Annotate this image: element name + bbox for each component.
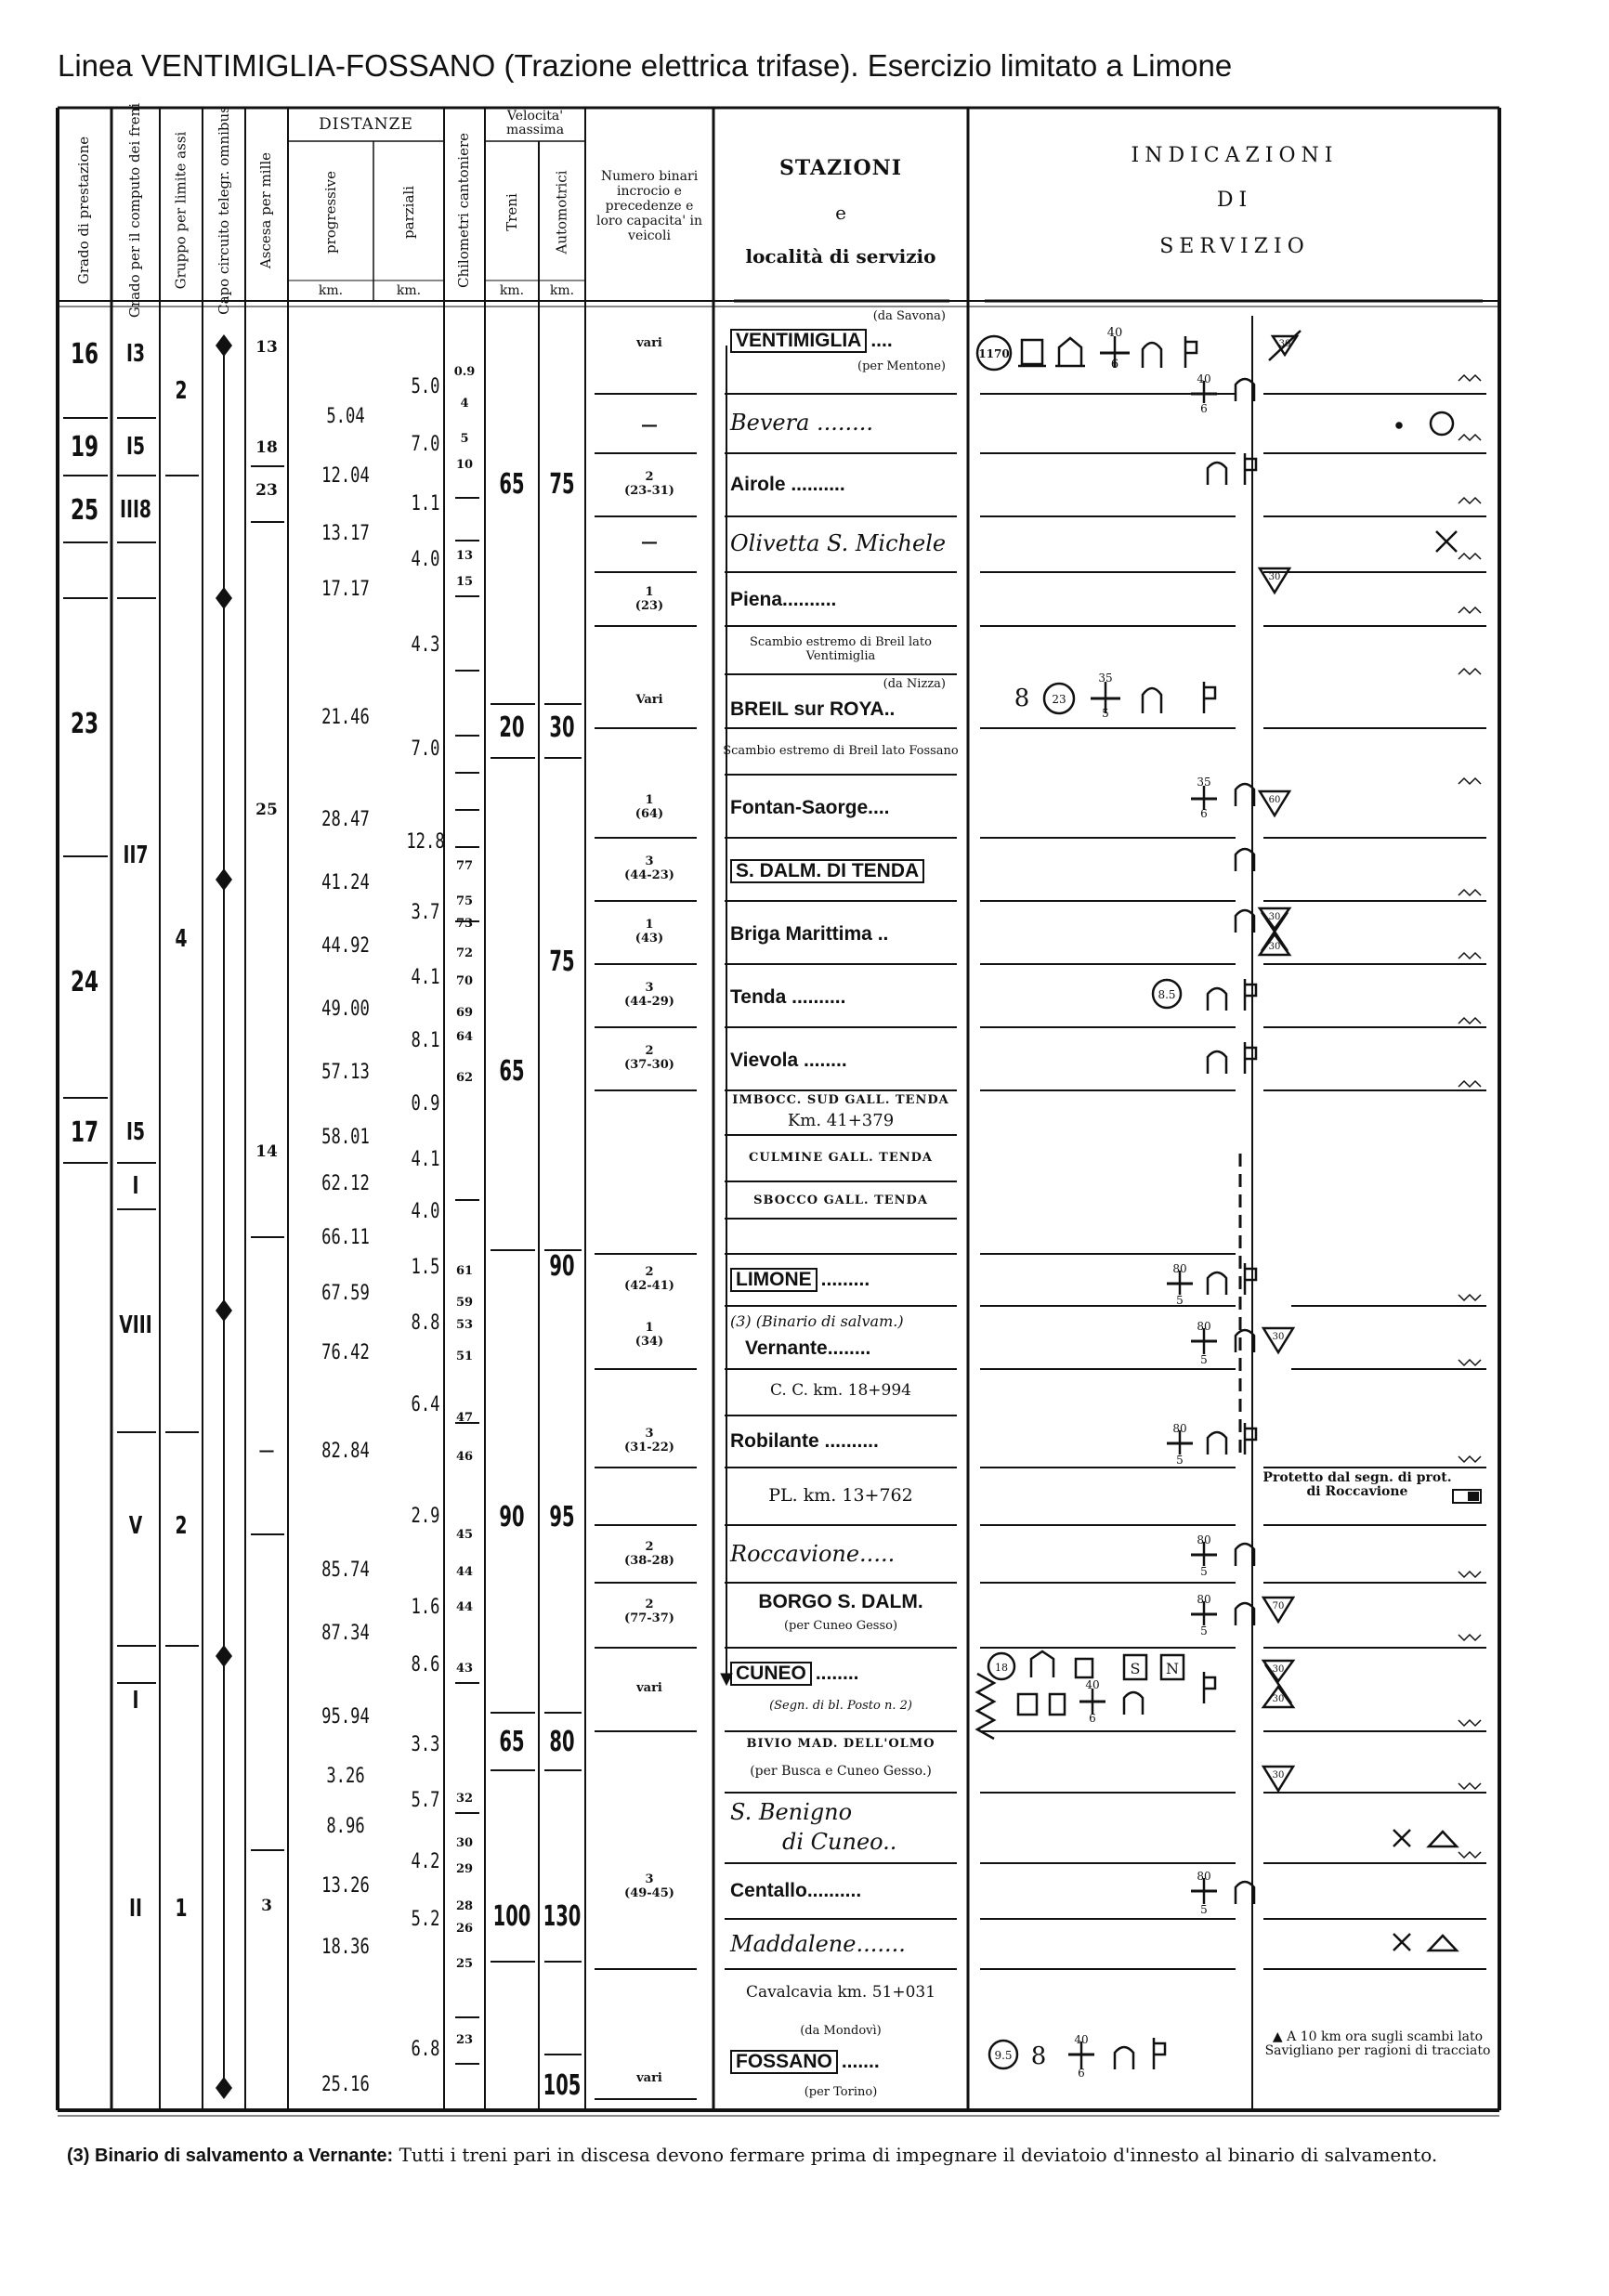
header-servizio: SERVIZIO <box>1159 235 1310 259</box>
speed-automotrici: 130 <box>543 1900 582 1934</box>
station-airole: Airole .......... <box>730 473 845 495</box>
computo-cell: II7 <box>123 841 149 870</box>
switch-icon: 8 <box>1014 685 1030 712</box>
station-note: (da Savona) <box>872 309 946 324</box>
binari-cell: — <box>641 414 658 435</box>
binari-cell: vari <box>636 335 662 350</box>
station-s-dalmazzo-tenda <box>717 849 977 894</box>
grade-cell: 19 <box>70 431 99 464</box>
speed-sign-top: 80 <box>1172 1422 1187 1435</box>
header-km-progressive: km. <box>318 282 344 298</box>
binari-cell: vari <box>636 1680 662 1695</box>
gruppo-cell: 4 <box>175 925 188 954</box>
station-fontan-saorge: Fontan-Saorge.... <box>730 796 890 818</box>
binari-cell: 1 (64) <box>634 793 664 821</box>
speed-sign-bottom: 5 <box>1200 1624 1208 1637</box>
km-progressive: 82.84 <box>321 1440 370 1464</box>
speed-treni: 90 <box>499 1501 525 1534</box>
footnote-text: Tutti i treni pari in discesa devono fermare prima di impegnare il deviatoio d'innesto al binario di salvamento. <box>399 2144 1438 2166</box>
speed-sign-bottom: 5 <box>1200 1903 1208 1916</box>
km-parziali: 4.2 <box>411 1850 440 1874</box>
legend-nota-a: ▲ A 10 km ora sugli scambi lato Savigliano per ragioni di tracciato <box>1264 2029 1491 2059</box>
speed-automotrici: 105 <box>543 2069 582 2103</box>
circle-sign-label: 18 <box>995 1662 1008 1674</box>
triangle-label: 30 <box>1268 572 1281 582</box>
km-progressive: 5.04 <box>326 405 365 429</box>
speed-sign-bottom: 5 <box>1176 1454 1184 1467</box>
km-cantoniere: 75 <box>455 894 474 909</box>
km-progressive: 21.46 <box>321 706 370 730</box>
km-cantoniere: 0.9 <box>453 365 476 380</box>
binari-cell: 3 (49-45) <box>624 1872 674 1900</box>
speed-treni: 65 <box>499 1726 525 1759</box>
triangle-label: 70 <box>1272 1601 1285 1611</box>
km-cantoniere: 44 <box>455 1565 474 1580</box>
grade-cell: 24 <box>70 966 99 999</box>
km-cantoniere: 28 <box>455 1899 474 1914</box>
page-title: Linea VENTIMIGLIA-FOSSANO (Trazione elettrica trifase). Esercizio limitato a Limone <box>58 48 1233 83</box>
speed-sign-bottom: 6 <box>1200 402 1208 415</box>
station-name: VENTIMIGLIA <box>730 329 867 353</box>
km-progressive: 49.00 <box>321 998 370 1022</box>
station-vernante: Vernante........ <box>745 1337 871 1359</box>
binari-cell: 1 (34) <box>634 1321 664 1349</box>
km-cantoniere: 53 <box>455 1318 474 1333</box>
header-ascesa: Ascesa per mille <box>257 151 275 268</box>
binari-cell: vari <box>636 2070 662 2085</box>
station-name: LIMONE <box>730 1268 818 1292</box>
computo-cell: I <box>132 1172 139 1201</box>
km-cantoniere: 29 <box>455 1862 474 1877</box>
station-bevera: Bevera ........ <box>730 410 874 437</box>
km-parziali: 12.8 <box>406 830 445 854</box>
binari-cell: 3 (44-29) <box>624 981 674 1009</box>
ascesa-cell: 14 <box>255 1142 278 1162</box>
speed-treni: 65 <box>499 468 525 502</box>
legend-protetto: Protetto dal segn. di prot. di Roccavione <box>1262 1470 1452 1500</box>
km-cantoniere: 64 <box>455 1030 474 1045</box>
grade-cell: 16 <box>70 338 99 372</box>
km-progressive: 85.74 <box>321 1559 370 1583</box>
station-s-benigno: S. Benigno <box>730 1799 853 1826</box>
header-indicazioni: INDICAZIONI <box>1131 144 1339 168</box>
km-parziali: 4.0 <box>411 548 440 572</box>
station-briga-marittima: Briga Marittima .. <box>730 922 889 945</box>
km-parziali: 1.6 <box>411 1596 440 1620</box>
box-sign-label: N <box>1166 1660 1179 1677</box>
speed-treni: 20 <box>499 711 525 745</box>
station-bivio: BIVIO MAD. DELL'OLMO <box>746 1737 935 1752</box>
grade-cell: 23 <box>70 708 99 741</box>
header-km-parziali: km. <box>396 282 422 298</box>
speed-sign-bottom: 5 <box>1200 1565 1208 1578</box>
km-cantoniere: 73 <box>455 917 474 932</box>
station-tenda: Tenda .......... <box>730 985 846 1008</box>
ascesa-cell: 3 <box>261 1897 272 1916</box>
station-vievola: Vievola ........ <box>730 1049 847 1071</box>
km-progressive: 62.12 <box>321 1172 370 1196</box>
km-progressive: 13.17 <box>321 522 370 546</box>
km-progressive: 58.01 <box>321 1126 370 1150</box>
grade-cell: 17 <box>70 1116 99 1150</box>
km-parziali: 6.4 <box>411 1393 440 1417</box>
header-grado-prestazione: Grado di prestazione <box>75 136 93 284</box>
station-note: (per Cuneo Gesso) <box>783 1619 898 1634</box>
circle-sign-label: 1170 <box>978 347 1010 360</box>
header-capo-circuito: Capo circuito telegr. omnibus <box>215 105 232 315</box>
km-parziali: 8.8 <box>411 1311 440 1336</box>
km-parziali: 5.2 <box>411 1908 440 1932</box>
circle-sign-label: 9.5 <box>994 2049 1013 2062</box>
station-note: (per Mentone) <box>857 359 946 374</box>
header-progressive: progressive <box>321 170 339 254</box>
binari-cell: Vari <box>635 692 663 707</box>
km-cantoniere: 30 <box>455 1836 474 1851</box>
station-ventimiglia: VENTIMIGLIA .... <box>717 325 977 357</box>
station-imbocco-km: Km. 41+379 <box>787 1110 895 1130</box>
station-fossano: FOSSANO ....... <box>717 2043 977 2081</box>
station-segnale-posto: (Segn. di bl. Posto n. 2) <box>769 1699 912 1714</box>
gruppo-cell: 1 <box>175 1895 188 1924</box>
binari-cell: 2 (77-37) <box>624 1598 674 1625</box>
header-parziali: parziali <box>399 185 417 239</box>
speed-sign-top: 35 <box>1098 672 1113 685</box>
triangle-label: 30 <box>1272 1664 1285 1675</box>
speed-sign-top: 40 <box>1197 372 1211 385</box>
box-sign-label: S <box>1130 1660 1141 1677</box>
speed-sign-top: 35 <box>1197 776 1211 789</box>
km-cantoniere: 46 <box>455 1450 474 1465</box>
circle-sign-label: 8.5 <box>1158 988 1176 1001</box>
speed-automotrici: 75 <box>549 946 575 979</box>
km-progressive: 57.13 <box>321 1061 370 1085</box>
km-cantoniere: 77 <box>455 859 474 874</box>
header-chilometri: Chilometri cantoniere <box>455 132 473 288</box>
km-cantoniere: 62 <box>455 1071 474 1086</box>
km-progressive: 13.26 <box>321 1874 370 1898</box>
computo-cell: VIII <box>119 1311 152 1340</box>
binari-cell: 2 (37-30) <box>624 1044 674 1072</box>
station-limone: LIMONE ......... <box>717 1259 977 1300</box>
header-di: DI <box>1216 189 1253 213</box>
km-parziali: 8.1 <box>411 1029 440 1053</box>
computo-cell: I5 <box>125 1118 145 1147</box>
ascesa-cell: 23 <box>255 481 278 501</box>
km-cantoniere: 47 <box>455 1411 474 1426</box>
header-localita: località di servizio <box>745 244 936 267</box>
speed-automotrici: 80 <box>549 1726 575 1759</box>
triangle-label: 30 <box>1272 1694 1285 1704</box>
km-cantoniere: 44 <box>455 1600 474 1615</box>
km-parziali: 0.9 <box>411 1092 440 1116</box>
station-cuneo: CUNEO ........ <box>717 1657 977 1690</box>
station-name: FOSSANO <box>730 2050 838 2074</box>
gruppo-cell: 2 <box>175 377 188 406</box>
km-parziali: 5.7 <box>411 1789 440 1813</box>
speed-automotrici: 95 <box>549 1501 575 1534</box>
speed-sign-top: 80 <box>1197 1593 1211 1606</box>
gruppo-cell: 2 <box>175 1512 188 1541</box>
station-olivetta: Olivetta S. Michele <box>730 530 947 557</box>
km-parziali: 7.0 <box>411 433 440 457</box>
km-parziali: 8.6 <box>411 1653 440 1677</box>
circle-sign-label: 23 <box>1052 693 1066 706</box>
km-progressive: 76.42 <box>321 1341 370 1365</box>
header-distanze: DISTANZE <box>319 115 413 135</box>
speed-sign-bottom: 5 <box>1176 1294 1184 1307</box>
station-centallo: Centallo.......... <box>730 1879 862 1901</box>
km-progressive: 18.36 <box>321 1936 370 1960</box>
km-cantoniere: 26 <box>455 1922 474 1937</box>
header-gruppo: Gruppo per limite assi <box>172 131 190 289</box>
km-cantoniere: 51 <box>455 1350 474 1364</box>
triangle-label: 30 <box>1268 912 1281 922</box>
footnote-label: (3) Binario di salvamento a Vernante: <box>67 2146 394 2166</box>
binari-cell: 2 (23-31) <box>624 470 674 498</box>
speed-sign-top: 40 <box>1085 1678 1100 1691</box>
station-s-benigno-di-cuneo: di Cuneo.. <box>782 1829 897 1856</box>
km-parziali: 4.3 <box>411 633 440 658</box>
station-note: (da Nizza) <box>883 677 946 692</box>
km-progressive: 28.47 <box>321 808 370 832</box>
km-cantoniere: 45 <box>455 1528 474 1543</box>
km-parziali: 1.5 <box>411 1256 440 1280</box>
km-cantoniere: 61 <box>455 1264 474 1279</box>
header-binari: Numero binari incrocio e precedenze e loro capacita' in veicoli <box>595 168 703 244</box>
station-breil: BREIL sur ROYA.. <box>730 698 896 720</box>
header-stazioni-e: e <box>835 201 846 224</box>
km-progressive: 25.16 <box>321 2073 370 2097</box>
km-parziali: 4.0 <box>411 1200 440 1224</box>
ascesa-cell: 25 <box>255 801 278 820</box>
station-cc-km: C. C. km. 18+994 <box>770 1381 911 1401</box>
binari-cell: — <box>641 531 658 552</box>
km-cantoniere: 43 <box>455 1662 474 1676</box>
speed-sign-bottom: 6 <box>1200 807 1208 820</box>
km-cantoniere: 15 <box>455 575 474 590</box>
km-progressive: 17.17 <box>321 578 370 602</box>
switch-icon: 8 <box>1030 2042 1047 2070</box>
station-bivio-note: (per Busca e Cuneo Gesso.) <box>750 1763 932 1779</box>
station-robilante: Robilante .......... <box>730 1429 879 1452</box>
km-cantoniere: 32 <box>455 1792 474 1807</box>
station-note: (per Torino) <box>804 2085 878 2100</box>
ascesa-cell: 18 <box>255 438 278 458</box>
km-progressive: 3.26 <box>326 1765 365 1789</box>
ascesa-cell: 13 <box>255 338 278 358</box>
km-parziali: 6.8 <box>411 2038 440 2062</box>
triangle-label: 30 <box>1272 1770 1285 1781</box>
km-parziali: 1.1 <box>411 492 440 516</box>
speed-sign-bottom: 6 <box>1078 2067 1085 2080</box>
speed-automotrici: 75 <box>549 468 575 502</box>
computo-cell: I <box>132 1687 139 1715</box>
speed-sign-top: 80 <box>1197 1320 1211 1333</box>
speed-sign-bottom: 5 <box>1102 707 1109 720</box>
km-parziali: 3.3 <box>411 1733 440 1757</box>
header-automotrici: Automotrici <box>553 170 570 254</box>
km-parziali: 3.7 <box>411 901 440 925</box>
triangle-label: 30 <box>1268 942 1281 952</box>
station-note: (da Mondovì) <box>800 2024 882 2039</box>
binari-cell: 3 (31-22) <box>624 1427 674 1455</box>
km-progressive: 66.11 <box>321 1226 370 1250</box>
km-cantoniere: 10 <box>455 458 474 473</box>
speed-sign-top: 80 <box>1197 1533 1211 1546</box>
speed-sign-top: 40 <box>1074 2033 1089 2046</box>
station-sbocco-galleria: SBOCCO GALL. TENDA <box>753 1194 928 1208</box>
grade-cell: 25 <box>70 494 99 528</box>
binari-cell: 2 (42-41) <box>624 1265 674 1293</box>
km-parziali: 5.0 <box>411 375 440 399</box>
speed-treni: 65 <box>499 1055 525 1089</box>
km-parziali: 2.9 <box>411 1505 440 1529</box>
station-borgo-s-dalmazzo: BORGO S. DALM. <box>758 1590 923 1612</box>
km-progressive: 87.34 <box>321 1622 370 1646</box>
km-parziali: 4.1 <box>411 966 440 990</box>
speed-sign-bottom: 6 <box>1089 1712 1096 1725</box>
speed-automotrici: 30 <box>549 711 575 745</box>
header-treni: Treni <box>503 192 520 231</box>
speed-sign-top: 40 <box>1106 326 1123 340</box>
km-cantoniere: 5 <box>460 432 469 447</box>
computo-cell: III8 <box>120 496 151 525</box>
ascesa-cell: — <box>258 1442 275 1461</box>
station-imbocco-galleria: IMBOCC. SUD GALL. TENDA <box>732 1093 949 1108</box>
km-progressive: 41.24 <box>321 871 370 895</box>
timetable-sheet <box>56 104 1505 2120</box>
footnote <box>67 2141 1498 2171</box>
speed-treni: 100 <box>492 1900 531 1934</box>
station-name: S. DALM. DI TENDA <box>730 859 924 883</box>
header-stazioni: STAZIONI <box>778 156 903 181</box>
km-parziali: 4.1 <box>411 1148 440 1172</box>
binari-cell: 1 (23) <box>634 585 664 613</box>
km-cantoniere: 25 <box>455 1957 474 1972</box>
speed-sign-top: 80 <box>1197 1870 1211 1883</box>
station-scambio-breil-ventimiglia: Scambio estremo di Breil lato Ventimiglia <box>750 635 932 663</box>
station-scambio-breil-fossano: Scambio estremo di Breil lato Fossano <box>723 743 959 758</box>
triangle-label: 30 <box>1278 339 1291 349</box>
computo-cell: V <box>128 1512 143 1541</box>
triangle-label: 30 <box>1272 1332 1285 1342</box>
station-culmine-galleria: CULMINE GALL. TENDA <box>749 1151 933 1166</box>
speed-sign-bottom: 6 <box>1110 358 1119 372</box>
km-cantoniere: 23 <box>455 2033 474 2048</box>
km-cantoniere: 70 <box>455 974 474 989</box>
computo-cell: II <box>129 1895 142 1924</box>
km-cantoniere: 13 <box>455 549 474 564</box>
binari-cell: 2 (38-28) <box>624 1540 674 1568</box>
binari-cell: 1 (43) <box>634 918 664 946</box>
computo-cell: I5 <box>125 433 145 462</box>
speed-automotrici: 90 <box>549 1250 575 1284</box>
station-roccavione: Roccavione..... <box>730 1541 896 1568</box>
station-piena: Piena.......... <box>730 588 837 610</box>
binari-cell: 3 (44-23) <box>624 854 674 882</box>
triangle-label: 60 <box>1268 795 1281 805</box>
header-km-automotrici: km. <box>549 282 575 298</box>
header-km-treni: km. <box>499 282 525 298</box>
km-progressive: 8.96 <box>326 1815 365 1839</box>
km-progressive: 44.92 <box>321 934 370 959</box>
station-binario-salvamento: (3) (Binario di salvam.) <box>730 1311 904 1330</box>
speed-sign-bottom: 5 <box>1200 1353 1208 1366</box>
km-progressive: 95.94 <box>321 1705 370 1729</box>
km-progressive: 67.59 <box>321 1282 370 1306</box>
km-cantoniere: 72 <box>455 946 474 961</box>
km-progressive: 12.04 <box>321 464 370 489</box>
header-grado-computo: Grado per il computo dei freni <box>126 102 144 318</box>
station-pl-km: PL. km. 13+762 <box>768 1485 913 1507</box>
station-name: CUNEO <box>730 1662 812 1686</box>
header-velocita: Velocita' massima <box>505 109 565 137</box>
speed-sign-top: 80 <box>1172 1262 1187 1275</box>
km-cantoniere: 69 <box>455 1006 474 1021</box>
km-cantoniere: 59 <box>455 1296 474 1311</box>
km-cantoniere: 4 <box>460 397 469 411</box>
computo-cell: I3 <box>125 340 145 369</box>
station-cavalcavia-km: Cavalcavia km. 51+031 <box>745 1983 936 2002</box>
station-maddalene: Maddalene....... <box>730 1931 906 1958</box>
km-parziali: 7.0 <box>411 737 440 762</box>
